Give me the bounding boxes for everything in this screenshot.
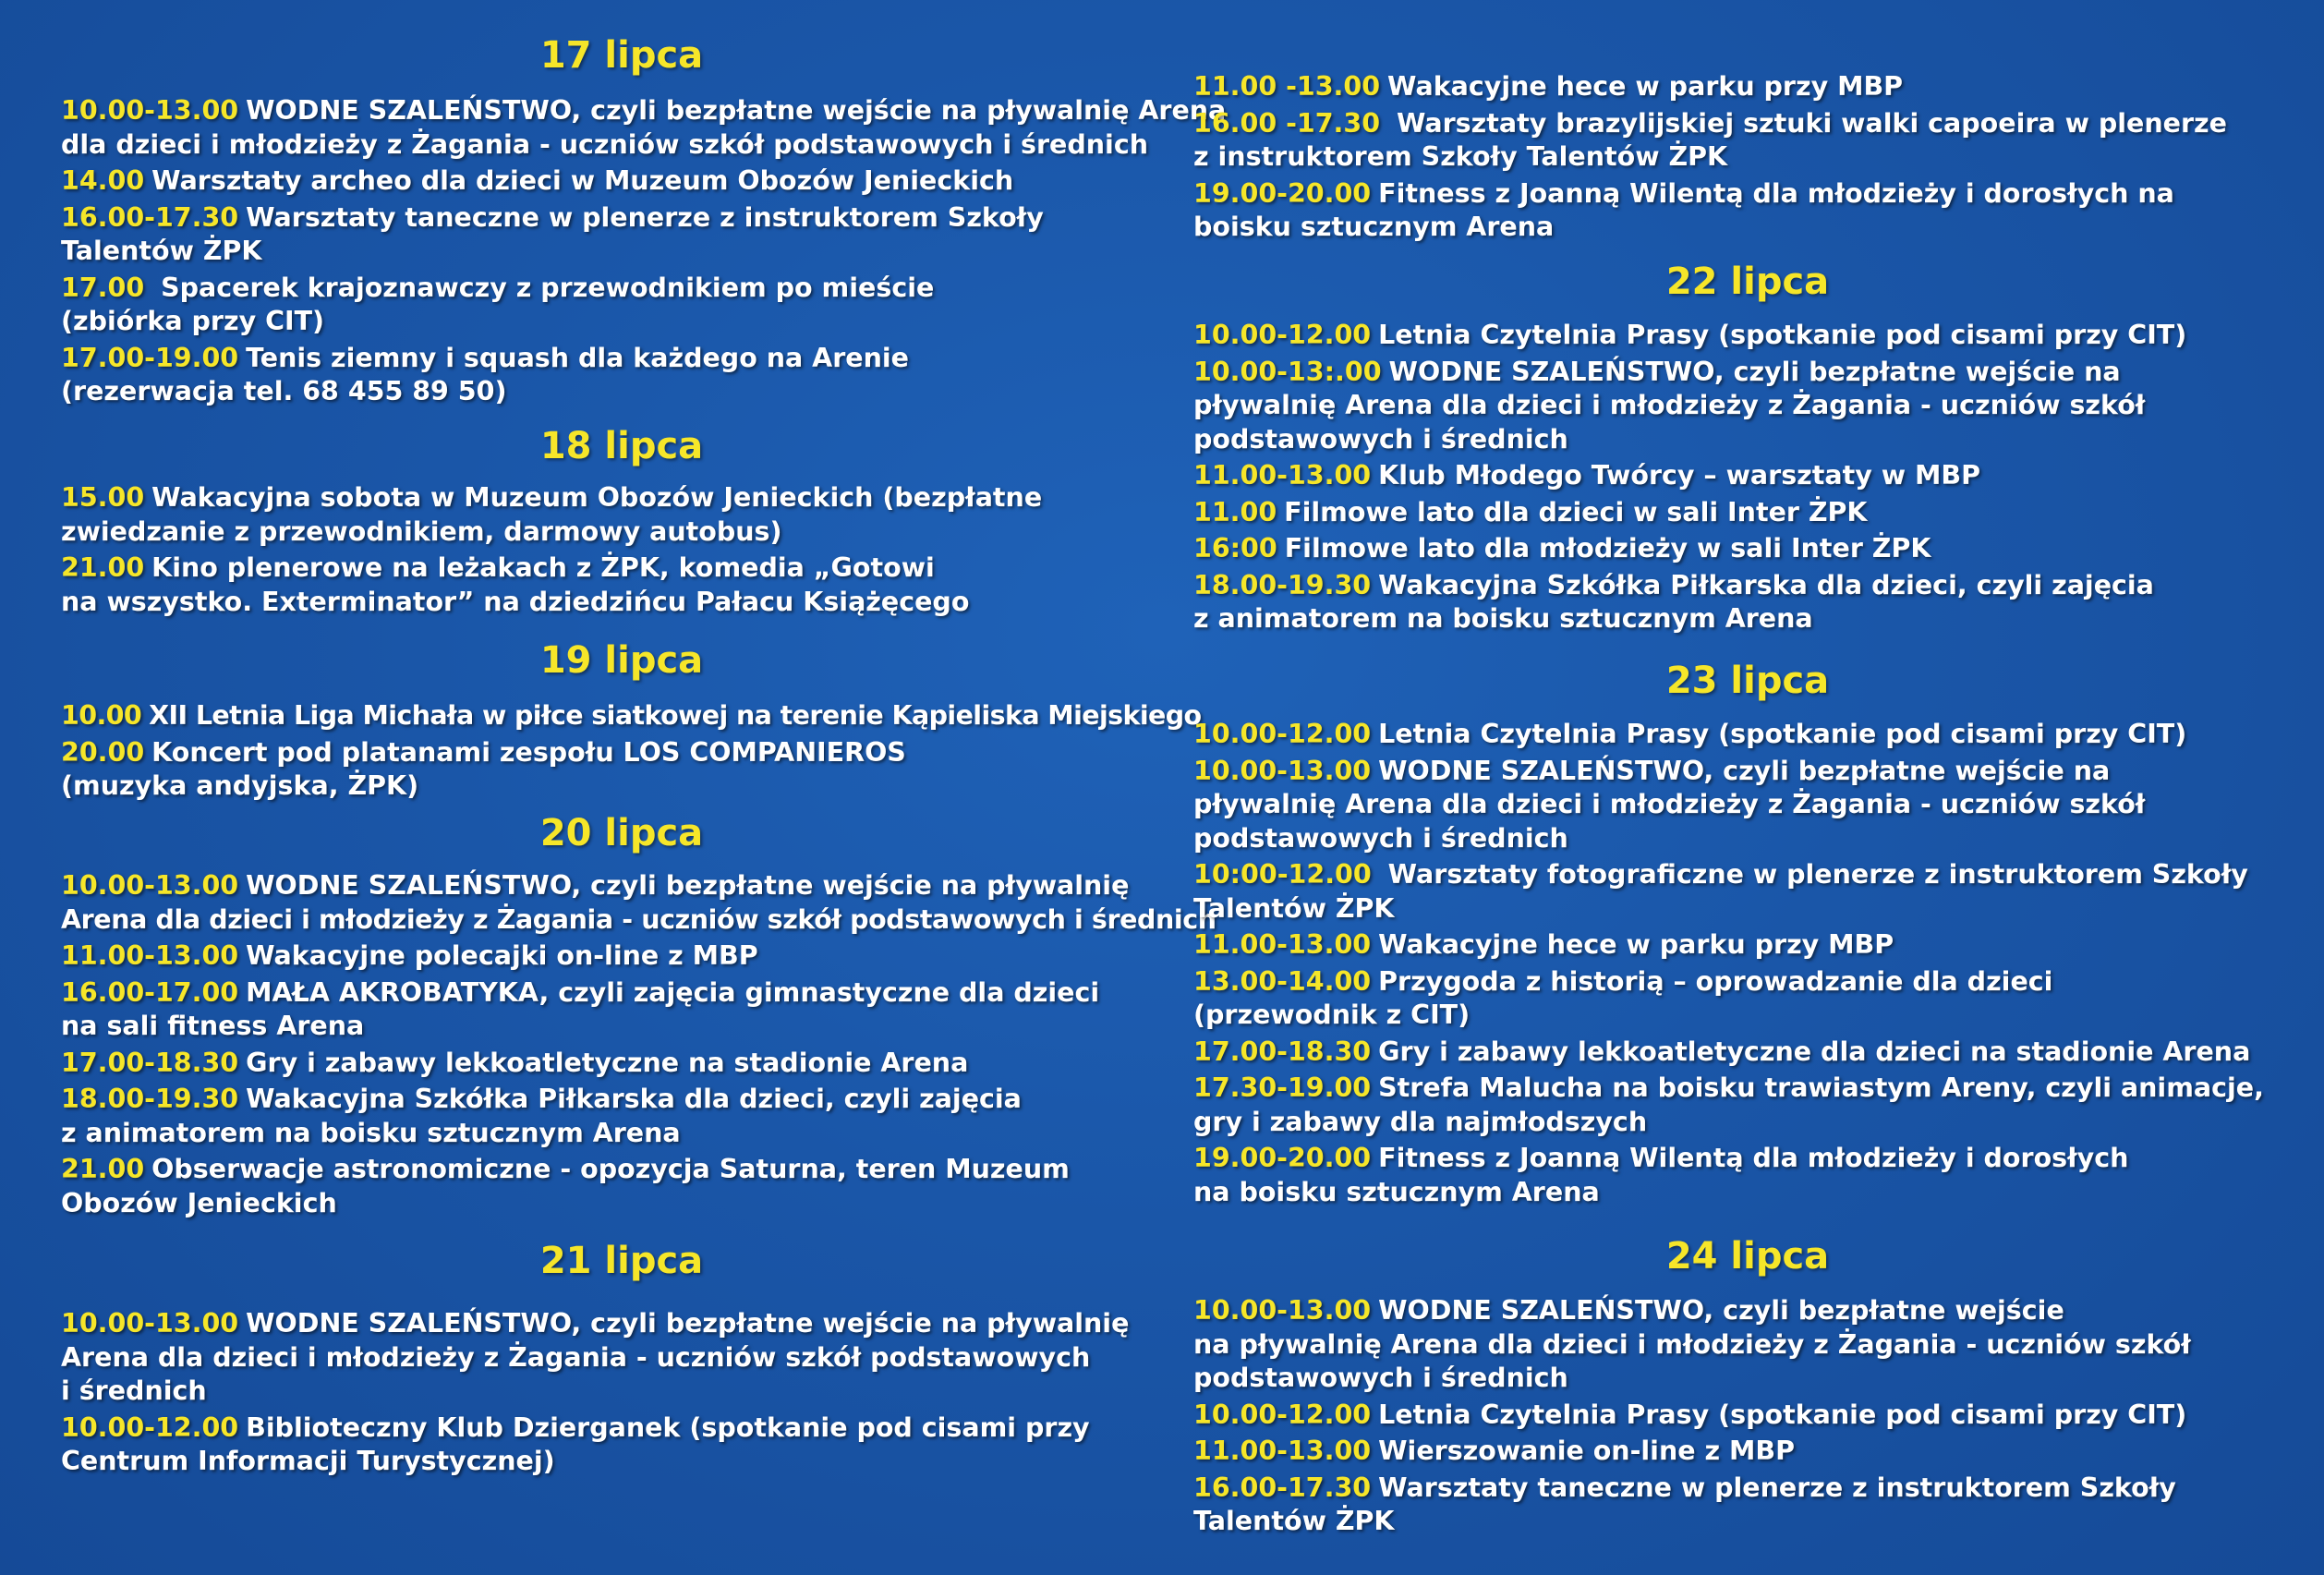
event-item [61, 736, 1197, 804]
event-item [61, 272, 1197, 339]
event-description: Obozów Jenieckich [61, 1187, 337, 1218]
event-time: 17.00-18.30 [61, 1047, 239, 1078]
event-item [1193, 496, 2302, 530]
event-description: Talentów ŻPK [1193, 1506, 1395, 1536]
day-section-22 [1193, 260, 2302, 639]
event-time: 11.00 -13.00 [1193, 71, 1381, 102]
continued-events-section [1193, 70, 2302, 248]
event-description: Klub Młodego Twórcy – warsztaty w MBP [1378, 460, 1980, 491]
event-description: Warsztaty taneczne w plenerze z instruktorem Szkoły [1378, 1472, 2176, 1503]
event-description: Kino plenerowe na leżakach z ŻPK, komedia „Gotowi [151, 552, 935, 583]
event-description: Talentów ŻPK [61, 236, 262, 266]
event-description: XII Letnia Liga Michała w piłce siatkowej na terenie Kąpieliska Miejskiego [149, 700, 1202, 731]
event-item [1193, 1294, 2302, 1396]
event-item [1193, 1072, 2302, 1139]
event-list [1193, 1294, 2302, 1539]
event-description: Gry i zabawy lekkoatletyczne dla dzieci na stadionie Arena [1378, 1036, 2251, 1067]
event-time: 10.00-13.00 [1193, 1295, 1372, 1326]
day-heading: 21 lipca [539, 1240, 704, 1282]
event-item [1193, 755, 2302, 856]
event-description: Tenis ziemny i squash dla każdego na Arenie [246, 342, 909, 373]
event-item [61, 699, 1202, 733]
event-time: 17.00-18.30 [1193, 1036, 1372, 1067]
event-description: (muzyka andyjska, ŻPK) [61, 770, 419, 801]
event-time: 10.00-13.00 [61, 870, 239, 901]
event-description: Przygoda z historią – oprowadzanie dla dzieci [1378, 965, 2053, 997]
event-description: Wakacyjne hece w parku przy MBP [1387, 71, 1904, 102]
event-time: 10.00-12.00 [61, 1411, 239, 1443]
event-description: na wszystko. Exterminator” na dziedzińcu Pałacu Książęcego [61, 586, 970, 617]
event-description: z instruktorem Szkoły Talentów ŻPK [1193, 141, 1728, 172]
event-description: na sali fitness Arena [61, 1011, 365, 1041]
day-heading: 23 lipca [1665, 660, 1830, 702]
event-item [1193, 1472, 2302, 1539]
event-description: gry i zabawy dla najmłodszych [1193, 1106, 1648, 1137]
event-time: 21.00 [61, 1154, 145, 1184]
event-item [61, 551, 1197, 619]
event-item [1193, 718, 2302, 752]
event-description: podstawowych i średnich [1193, 822, 1568, 854]
event-item [61, 1153, 1197, 1220]
event-item [61, 481, 1197, 549]
day-section-23 [1193, 662, 2302, 1212]
event-time: 17.30-19.00 [1193, 1072, 1372, 1103]
event-description: Centrum Informacji Turystycznej) [61, 1446, 555, 1476]
event-description: Warsztaty taneczne w plenerze z instruktorem Szkoły [246, 201, 1044, 233]
event-description: Warsztaty archeo dla dzieci w Muzeum Obozów Jenieckich [151, 165, 1014, 196]
event-list [1193, 70, 2302, 245]
event-time: 10.00-13.00 [61, 1308, 239, 1339]
event-list [61, 94, 1227, 409]
event-description: boisku sztucznym Arena [1193, 212, 1555, 242]
event-item [1193, 532, 2302, 566]
event-item [61, 1411, 1197, 1479]
event-description: Strefa Malucha na boisku trawiastym Areny, czyli animacje, [1378, 1072, 2264, 1103]
event-description: MAŁA AKROBATYKA, czyli zajęcia gimnastyczne dla dzieci [246, 976, 1100, 1008]
event-description: pływalnię Arena dla dzieci i młodzieży z Żagania - uczniów szkół [1193, 390, 2146, 420]
day-heading: 22 lipca [1665, 260, 1830, 303]
event-description: WODNE SZALEŃSTWO, czyli bezpłatne wejście na pływalnię [246, 1308, 1130, 1339]
event-item [1193, 1435, 2302, 1469]
event-description: Wierszowanie on-line z MBP [1378, 1436, 1795, 1466]
event-description: WODNE SZALEŃSTWO, czyli bezpłatne wejście na [1378, 755, 2111, 786]
event-item [1193, 107, 2302, 175]
event-list [1193, 718, 2302, 1209]
day-section-20 [61, 812, 1216, 1223]
event-description: Warsztaty brazylijskiej sztuki walki capoeira w plenerze [1387, 107, 2227, 139]
event-time: 10.00-12.00 [1193, 1399, 1372, 1430]
event-time: 16.00-17.30 [61, 201, 239, 233]
event-time: 11.00-13.00 [1193, 460, 1372, 491]
event-description: na pływalnię Arena dla dzieci i młodzieży z Żagania - uczniów szkół [1193, 1328, 2191, 1360]
event-time: 11.00-13.00 [1193, 929, 1372, 960]
day-heading: 19 lipca [539, 639, 704, 682]
event-description: Arena dla dzieci i młodzieży z Żagania - uczniów szkół podstawowych i średnich [61, 903, 1216, 935]
event-item [61, 342, 1197, 409]
event-item [61, 869, 1216, 937]
event-time: 10.00-12.00 [1193, 320, 1372, 350]
event-description: z animatorem na boisku sztucznym Arena [61, 1117, 681, 1148]
event-item [1193, 928, 2302, 963]
day-section-18 [61, 425, 1197, 622]
event-time: 15.00 [61, 482, 145, 513]
event-description: Gry i zabawy lekkoatletyczne na stadionie Arena [246, 1047, 969, 1078]
event-description: Letnia Czytelnia Prasy (spotkanie pod cisami przy CIT) [1378, 719, 2187, 749]
event-description: i średnich [61, 1375, 207, 1406]
event-description: Wakacyjna Szkółka Piłkarska dla dzieci, czyli zajęcia [246, 1084, 1022, 1114]
event-time: 19.00-20.00 [1193, 1143, 1372, 1173]
event-description: Wakacyjne hece w parku przy MBP [1378, 929, 1894, 960]
event-description: Letnia Czytelnia Prasy (spotkanie pod cisami przy CIT) [1378, 1399, 2187, 1430]
event-item [1193, 459, 2302, 493]
event-description: WODNE SZALEŃSTWO, czyli bezpłatne wejście na pływalnię Arena [246, 95, 1227, 126]
event-description: podstawowych i średnich [1193, 1363, 1568, 1393]
event-description: Fitness z Joanną Wilentą dla młodzieży i dorosłych [1378, 1143, 2129, 1173]
event-item [61, 1307, 1197, 1409]
event-time: 16.00 -17.30 [1193, 107, 1381, 139]
event-list [61, 699, 1202, 804]
event-description: (rezerwacja tel. 68 455 89 50) [61, 376, 507, 406]
event-description: WODNE SZALEŃSTWO, czyli bezpłatne wejście na [1388, 356, 2121, 387]
event-description: WODNE SZALEŃSTWO, czyli bezpłatne wejście na pływalnię [246, 870, 1130, 901]
event-time: 17.00-19.00 [61, 342, 239, 373]
day-heading: 24 lipca [1665, 1235, 1830, 1278]
event-time: 21.00 [61, 552, 145, 583]
event-item [1193, 569, 2302, 636]
event-time: 13.00-14.00 [1193, 965, 1372, 997]
day-heading: 20 lipca [539, 812, 704, 854]
event-time: 11.00-13.00 [61, 940, 239, 971]
event-item [61, 1083, 1197, 1150]
event-time: 10.00-13:.00 [1193, 356, 1382, 387]
event-description: (zbiórka przy CIT) [61, 306, 325, 336]
event-list [61, 869, 1216, 1220]
event-description: dla dzieci i młodzieży z Żagania - uczniów szkół podstawowych i średnich [61, 128, 1149, 160]
event-time: 17.00 [61, 272, 145, 303]
event-item [1193, 1399, 2302, 1433]
event-time: 14.00 [61, 165, 145, 196]
event-description: Koncert pod platanami zespołu LOS COMPANIEROS [151, 736, 906, 768]
event-description: Letnia Czytelnia Prasy (spotkanie pod cisami przy CIT) [1378, 320, 2187, 350]
day-section-19 [61, 639, 1202, 806]
event-item [61, 201, 1197, 269]
event-description: Wakacyjna sobota w Muzeum Obozów Jenieckich (bezpłatne [151, 482, 1043, 513]
event-time: 20.00 [61, 736, 145, 768]
event-item [1193, 319, 2302, 353]
event-description: Filmowe lato dla dzieci w sali Inter ŻPK [1284, 496, 1868, 527]
event-item [61, 164, 1197, 199]
event-description: Wakacyjna Szkółka Piłkarska dla dzieci, czyli zajęcia [1378, 569, 2154, 600]
event-description: Warsztaty fotograficzne w plenerze z instruktorem Szkoły [1378, 859, 2248, 890]
event-description: Spacerek krajoznawczy z przewodnikiem po mieście [151, 272, 935, 303]
event-item [61, 976, 1197, 1044]
event-time: 16:00 [1193, 533, 1277, 563]
event-description: Fitness z Joanną Wilentą dla młodzieży i dorosłych na [1378, 177, 2174, 209]
event-list [1193, 319, 2302, 636]
event-item [1193, 1142, 2302, 1209]
event-time: 18.00-19.30 [1193, 569, 1372, 600]
event-item [1193, 356, 2302, 457]
event-description: z animatorem na boisku sztucznym Arena [1193, 603, 1813, 634]
event-description: WODNE SZALEŃSTWO, czyli bezpłatne wejście [1378, 1295, 2064, 1326]
event-description: Biblioteczny Klub Dzierganek (spotkanie pod cisami przy [246, 1411, 1090, 1443]
event-description: (przewodnik z CIT) [1193, 1000, 1471, 1030]
event-description: Wakacyjne polecajki on-line z MBP [246, 940, 758, 971]
event-time: 18.00-19.30 [61, 1084, 239, 1114]
event-description: zwiedzanie z przewodnikiem, darmowy autobus) [61, 515, 782, 547]
event-description: Filmowe lato dla młodzieży w sali Inter ŻPK [1284, 533, 1931, 563]
event-item [1193, 70, 2302, 104]
day-section-24 [1193, 1235, 2302, 1542]
event-item [61, 939, 1197, 974]
day-heading: 18 lipca [539, 425, 704, 467]
day-section-17 [61, 34, 1227, 412]
event-time: 10.00 [61, 700, 142, 731]
event-time: 16.00-17.00 [61, 976, 239, 1008]
event-description: na boisku sztucznym Arena [1193, 1176, 1600, 1207]
event-item [1193, 177, 2302, 245]
event-item [61, 1047, 1197, 1081]
event-description: Obserwacje astronomiczne - opozycja Saturna, teren Muzeum [151, 1154, 1070, 1184]
day-section-21 [61, 1242, 1197, 1482]
event-time: 10:00-12.00 [1193, 859, 1372, 890]
event-item [1193, 1036, 2302, 1070]
event-item [1193, 965, 2302, 1033]
event-list [61, 481, 1197, 619]
event-time: 19.00-20.00 [1193, 177, 1372, 209]
event-item [61, 94, 1227, 162]
event-list [61, 1307, 1197, 1479]
event-item [1193, 858, 2302, 926]
event-description: Talentów ŻPK [1193, 892, 1395, 924]
event-time: 16.00-17.30 [1193, 1472, 1372, 1503]
day-heading: 17 lipca [539, 34, 704, 77]
event-description: podstawowych i średnich [1193, 423, 1568, 454]
event-time: 11.00-13.00 [1193, 1436, 1372, 1466]
event-time: 10.00-12.00 [1193, 719, 1372, 749]
event-description: Arena dla dzieci i młodzieży z Żagania - uczniów szkół podstawowych [61, 1341, 1091, 1373]
event-time: 10.00-13.00 [61, 95, 239, 126]
event-time: 10.00-13.00 [1193, 755, 1372, 786]
event-description: pływalnię Arena dla dzieci i młodzieży z Żagania - uczniów szkół [1193, 789, 2146, 819]
event-time: 11.00 [1193, 496, 1277, 527]
